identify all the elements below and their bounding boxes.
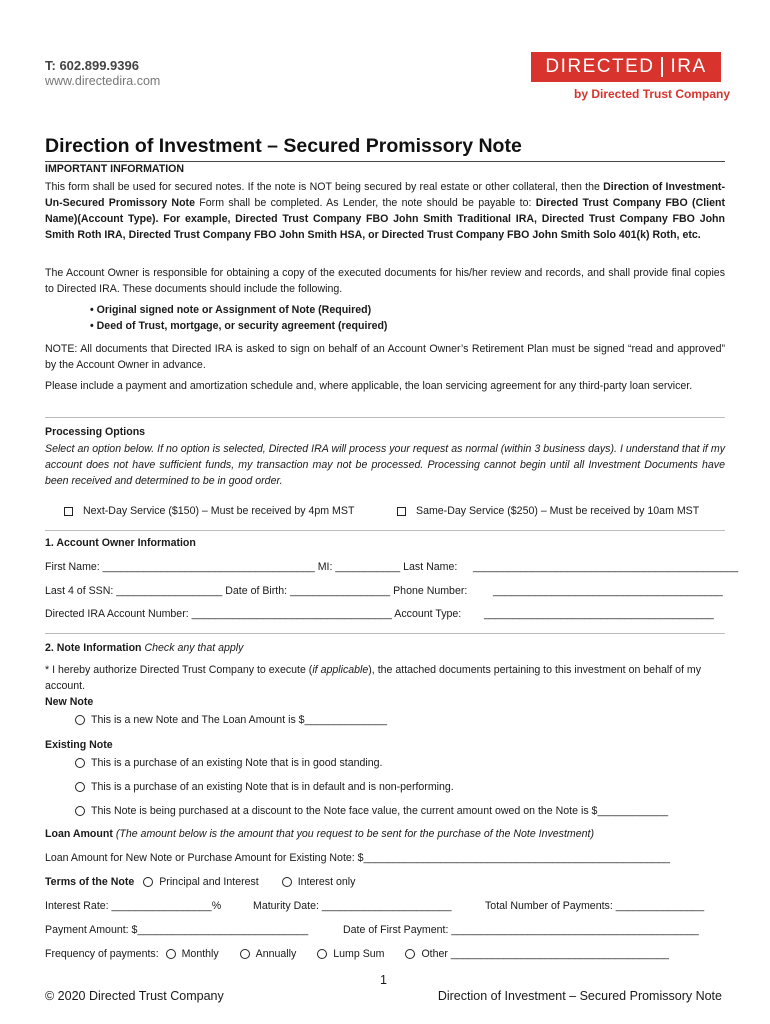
interest-rate-field[interactable]: Interest Rate: _________________% [45, 900, 222, 912]
authorize-a: * I hereby authorize Directed Trust Company to execute ( [45, 664, 313, 676]
new-note-label: This is a new Note and The Loan Amount is $______________ [91, 714, 388, 726]
same-day-checkbox[interactable] [397, 507, 406, 516]
phone-number-field[interactable]: _______________________________________ [493, 585, 723, 597]
important-p1-a: This form shall be used for secured notes. If the note is NOT being secured by real estate or other collateral, then the [45, 181, 604, 193]
loan-amount-title: Loan Amount [45, 828, 113, 840]
contact-website: www.directedira.com [45, 74, 161, 88]
processing-options-heading: Processing Options [45, 426, 146, 438]
important-p1-d: Directed Trust Company FBO (Client Name)(Account Type). For example, Directed Trust Company FBO John Smith Traditional IRA, Directed Trust Company FBO John Smith Roth IRA, Directed Trust Company FBO John Smith HSA, or Directed Trust Company FBO John Smith Solo 401(k) Roth, etc. [45, 197, 725, 241]
new-note-option[interactable] [75, 714, 387, 726]
first-name-field[interactable]: First Name: ____________________________________ MI: ___________ Last Name: [45, 561, 458, 573]
terms-label: Terms of the Note [45, 876, 135, 888]
default-label: This is a purchase of an existing Note that is in default and is non-performing. [91, 781, 454, 793]
account-type-field[interactable]: _______________________________________ [484, 608, 714, 620]
account-owner-responsibility: The Account Owner is responsible for obtaining a copy of the executed documents for his/her review and records, and shall provide final copies to Directed IRA. These documents should include the following. [45, 267, 725, 295]
total-payments-field[interactable]: Total Number of Payments: _______________ [485, 900, 705, 912]
good-standing-radio[interactable] [75, 758, 85, 768]
lump-sum-radio[interactable] [317, 949, 327, 959]
payment-amount-field[interactable]: Payment Amount: $_____________________________ [45, 924, 309, 936]
important-info-heading: IMPORTANT INFORMATION [45, 163, 185, 175]
directed-ira-logo [531, 52, 721, 82]
interest-only-label: Interest only [297, 876, 356, 888]
discount-label: This Note is being purchased at a discount to the Note face value, the current amount owed on the Note is $____________ [91, 805, 669, 817]
next-day-checkbox[interactable] [64, 507, 73, 516]
footer-form-name: Direction of Investment – Secured Promissory Note [437, 989, 722, 1003]
important-info-paragraph [45, 179, 725, 243]
existing-discount-option[interactable] [75, 805, 668, 817]
existing-note-heading: Existing Note [45, 739, 113, 751]
same-day-label: Same-Day Service ($250) – Must be received by 10am MST [416, 505, 700, 517]
footer-copyright: © 2020 Directed Trust Company [45, 989, 224, 1003]
important-p1-b: Direction of Investment- Un-Secured Promissory Note [45, 181, 725, 209]
section-divider [45, 417, 725, 418]
logo-text-directed: DIRECTED [545, 56, 655, 77]
account-owner-heading: 1. Account Owner Information [45, 537, 196, 549]
payment-frequency-row [45, 948, 669, 960]
processing-instructions: Select an option below. If no option is selected, Directed IRA will process your request as normal (within 3 business days). I understand that if my account does not have sufficient funds, my transaction may not be processed. Processing cannot begin until all Investment Documents have been received and determined to be in good order. [45, 443, 725, 487]
terms-of-note-row [45, 876, 355, 888]
annually-label: Annually [255, 948, 297, 960]
new-note-heading: New Note [45, 696, 94, 708]
loan-amount-field[interactable]: Loan Amount for New Note or Purchase Amount for Existing Note: $____________________________________________________ [45, 852, 670, 864]
existing-default-option[interactable] [75, 781, 454, 793]
required-doc-bullet-2: • Deed of Trust, mortgage, or security agreement (required) [90, 320, 388, 332]
discount-radio[interactable] [75, 806, 85, 816]
authorization-statement [45, 662, 715, 694]
default-radio[interactable] [75, 782, 85, 792]
logo-subtitle: by Directed Trust Company [574, 87, 731, 101]
lump-sum-label: Lump Sum [333, 948, 385, 960]
last-name-field[interactable]: _____________________________________________ [473, 561, 739, 573]
monthly-label: Monthly [181, 948, 219, 960]
good-standing-label: This is a purchase of an existing Note that is in good standing. [91, 757, 383, 769]
note-info-subtitle: Check any that apply [144, 642, 244, 654]
existing-good-standing-option[interactable] [75, 757, 383, 769]
monthly-radio[interactable] [166, 949, 176, 959]
new-note-radio[interactable] [75, 715, 85, 725]
authorize-b: if applicable [312, 664, 369, 676]
important-p1-c: Form shall be completed. As Lender, the note should be payable to: [194, 197, 536, 209]
note-info-heading [45, 640, 243, 656]
loan-amount-heading [45, 828, 594, 840]
next-day-label: Next-Day Service ($150) – Must be received by 4pm MST [83, 505, 355, 517]
maturity-date-field[interactable]: Maturity Date: ______________________ [253, 900, 452, 912]
same-day-service-option[interactable] [397, 505, 699, 517]
frequency-label: Frequency of payments: [45, 948, 159, 960]
principal-interest-label: Principal and Interest [159, 876, 259, 888]
other-label[interactable]: Other _____________________________________ [421, 948, 669, 960]
signature-note: NOTE: All documents that Directed IRA is asked to sign on behalf of an Account Owner’s Retirement Plan must be signed “read and approved” by the Account Owner in advance. [45, 343, 725, 371]
account-number-field[interactable]: Directed IRA Account Number: __________________________________ Account Type: [45, 608, 462, 620]
page-number: 1 [380, 973, 387, 987]
annually-radio[interactable] [240, 949, 250, 959]
other-radio[interactable] [405, 949, 415, 959]
authorize-c: ), the attached documents pertaining to this investment on behalf of my account. [45, 664, 701, 692]
logo-text-ira: IRA [670, 56, 707, 77]
title-divider [45, 161, 725, 162]
ssn-dob-field[interactable]: Last 4 of SSN: __________________ Date of Birth: _________________ Phone Number: [45, 585, 468, 597]
section-divider [45, 633, 725, 634]
principal-interest-radio[interactable] [143, 877, 153, 887]
payment-schedule-note: Please include a payment and amortization schedule and, where applicable, the loan servicing agreement for any third-party loan servicer. [45, 380, 693, 392]
next-day-service-option[interactable] [64, 505, 354, 517]
loan-amount-subtitle: (The amount below is the amount that you request to be sent for the purchase of the Note Investment) [115, 828, 594, 840]
section-divider [45, 530, 725, 531]
contact-phone: T: 602.899.9396 [45, 58, 139, 73]
interest-only-radio[interactable] [282, 877, 292, 887]
page-title: Direction of Investment – Secured Promissory Note [45, 135, 522, 157]
required-doc-bullet-1: • Original signed note or Assignment of Note (Required) [90, 304, 372, 316]
first-payment-date-field[interactable]: Date of First Payment: __________________________________________ [343, 924, 699, 936]
logo-divider [661, 57, 663, 77]
note-info-title: 2. Note Information [45, 642, 142, 654]
